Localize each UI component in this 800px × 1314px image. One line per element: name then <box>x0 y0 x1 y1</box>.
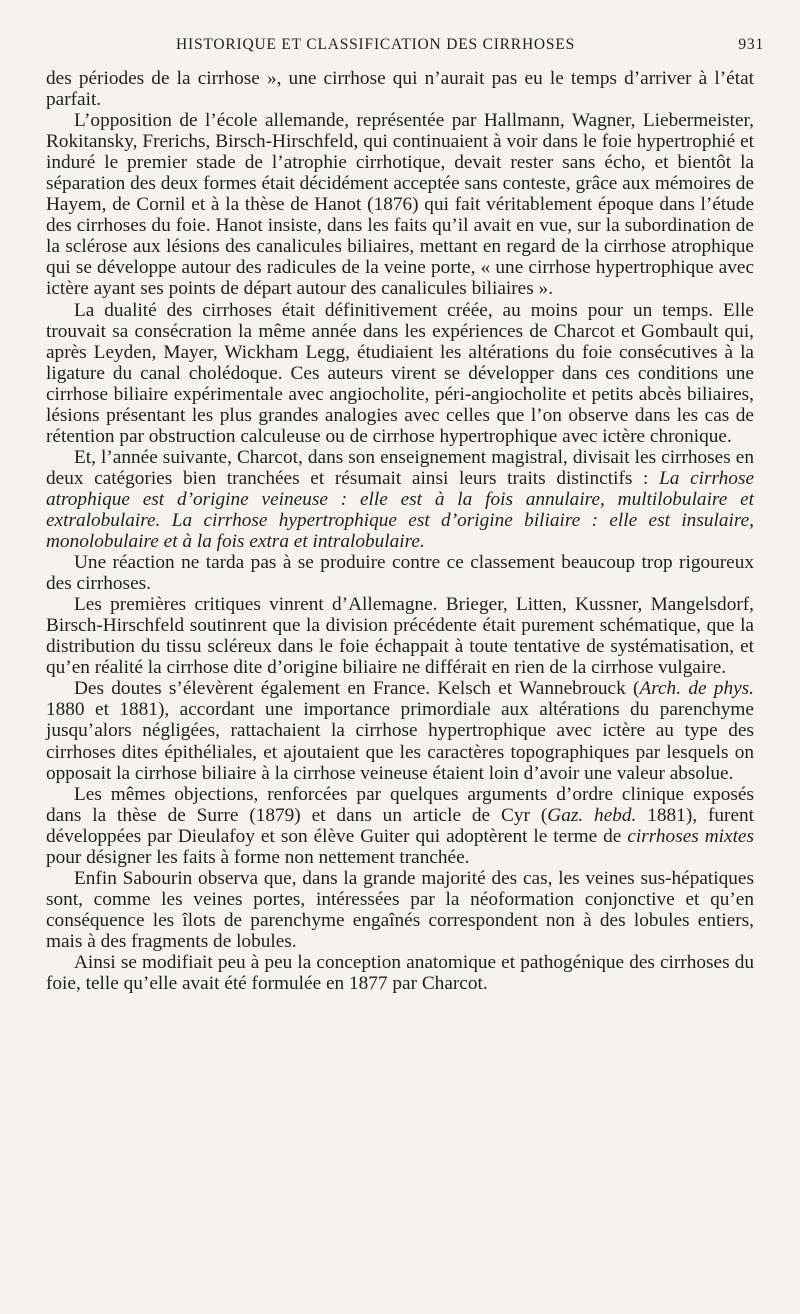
page-number: 931 <box>738 36 764 53</box>
paragraph-charcot <box>46 447 754 552</box>
paragraph-continuation <box>46 68 754 110</box>
paragraph-text: L’opposition de l’école allemande, représentée par Hallmann, Wagner, Liebermeister, Rokitansky, Frerichs, Birsch-Hirschfeld, qui continuaient à voir dans le foie hypertrophié et induré le premier stade de l’atrophie cirrhotique, devait rester sans écho, et bientôt la séparation des deux formes était décidément acceptée sans conteste, grâce aux mémoires de Hayem, de Cornil et à la thèse de Hanot (1876) qui fait véritablement époque dans l’étude des cirrhoses du foie. Hanot insiste, dans les faits qu’il avait en vue, sur la subordination de la sclérose aux lésions des canalicules biliaires, mettant en regard de la cirrhose atrophique qui se développe autour des radicules de la veine porte, « une cirrhose hypertrophique avec ictère ayant ses points de départ autour des canalicules biliaires ». <box>46 110 754 300</box>
term-cirrhoses-mixtes: cirrhoses mixtes <box>627 825 754 847</box>
paragraph-text: Les mêmes objections, renforcées par quelques arguments d’ordre clinique exposés dans la thèse de Surre (1879) et dans un article de Cyr ( <box>46 783 754 826</box>
paragraph-text: Et, l’année suivante, Charcot, dans son enseignement magistral, divisait les cirrhoses en deux catégories bien tranchées et résumait ainsi leurs traits distinctifs : <box>46 446 754 489</box>
body-text <box>46 68 754 994</box>
paragraph-text: Une réaction ne tarda pas à se produire contre ce classement beaucoup trop rigoureux des cirrhoses. <box>46 552 754 595</box>
citation-arch-de-phys: Arch. de phys. <box>639 678 754 700</box>
charcot-definition-italic: La cirrhose atrophique est d’origine veineuse : elle est à la fois annulaire, multilobulaire et extralobulaire. La cirrhose hypertrophique est d’origine biliaire : elle est insulaire, monolobulaire et à la fois extra et intralobulaire. <box>46 467 755 553</box>
paragraph-sabourin <box>46 868 754 952</box>
paragraph-text: pour désigner les faits à forme non nettement tranchée. <box>46 846 470 868</box>
paragraph-text: Ainsi se modifiait peu à peu la conception anatomique et pathogénique des cirrhoses du foie, telle qu’elle avait été formulée en 1877 par Charcot. <box>46 951 754 995</box>
paragraph-text: La dualité des cirrhoses était définitivement créée, au moins pour un temps. Elle trouvait sa consécration la même année dans les expériences de Charcot et Gombault qui, après Leyden, Mayer, Wickham Legg, étudiaient les altérations du foie consécutives à la ligature du canal cholédoque. Ces auteurs virent se développer dans ces conditions une cirrhose biliaire expérimentale avec angiocholite, péri-angiocholite et petits abcès biliaires, lésions présentant les plus grandes analogies avec celles que l’on observe dans les cas de rétention par obstruction calculeuse ou de cirrhose hypertrophique avec ictère chronique. <box>46 299 754 447</box>
paragraph-text: Les premières critiques vinrent d’Allemagne. Brieger, Litten, Kussner, Mangelsdorf, Birsch-Hirschfeld soutinrent que la division précédente était purement schématique, que la distribution du tissu scléreux dans le foie échappait à toute tentative de systématisation, et qu’en réalité la cirrhose dite d’origine biliaire ne différait en rien de la cirrhose vulgaire. <box>46 594 754 679</box>
paragraph-text: Des doutes s’élevèrent également en France. Kelsch et Wannebrouck ( <box>74 678 640 700</box>
paragraph-text: Enfin Sabourin observa que, dans la grande majorité des cas, les veines sus-hépatiques sont, comme les veines portes, intéressées par la néoformation conjonctive et qu’en conséquence les îlots de parenchyme engaînés correspondent non à des lobules entiers, mais à des fragments de lobules. <box>46 867 754 952</box>
page-header <box>46 36 764 60</box>
paragraph-text: 1881), furent développées par Dieulafoy et son élève Guiter qui adoptèrent le terme de <box>46 804 754 847</box>
running-head: HISTORIQUE ET CLASSIFICATION DES CIRRHOSES <box>176 36 576 53</box>
paragraph-text: 1880 et 1881), accordant une importance primordiale aux altérations du parenchyme jusqu’alors négligées, rattachaient la cirrhose hypertrophique avec ictère au type des cirrhoses dites épithéliales, et ajoutaient que les caractères topographiques par lesquels on opposait la cirrhose biliaire à la cirrhose veineuse étaient loin d’avoir une valeur absolue. <box>46 699 754 784</box>
paragraph-french-doubts <box>46 678 754 783</box>
paragraph-objections <box>46 784 754 868</box>
citation-gaz-hebd: Gaz. hebd. <box>547 804 637 826</box>
paragraph-reaction <box>46 552 754 594</box>
paragraph-duality <box>46 300 754 447</box>
paragraph-text: des périodes de la cirrhose », une cirrhose qui n’aurait pas eu le temps d’arriver à l’état parfait. <box>46 68 754 111</box>
paragraph-german-critiques <box>46 594 754 678</box>
paragraph-conclusion <box>46 952 754 994</box>
paragraph-german-school <box>46 110 754 299</box>
